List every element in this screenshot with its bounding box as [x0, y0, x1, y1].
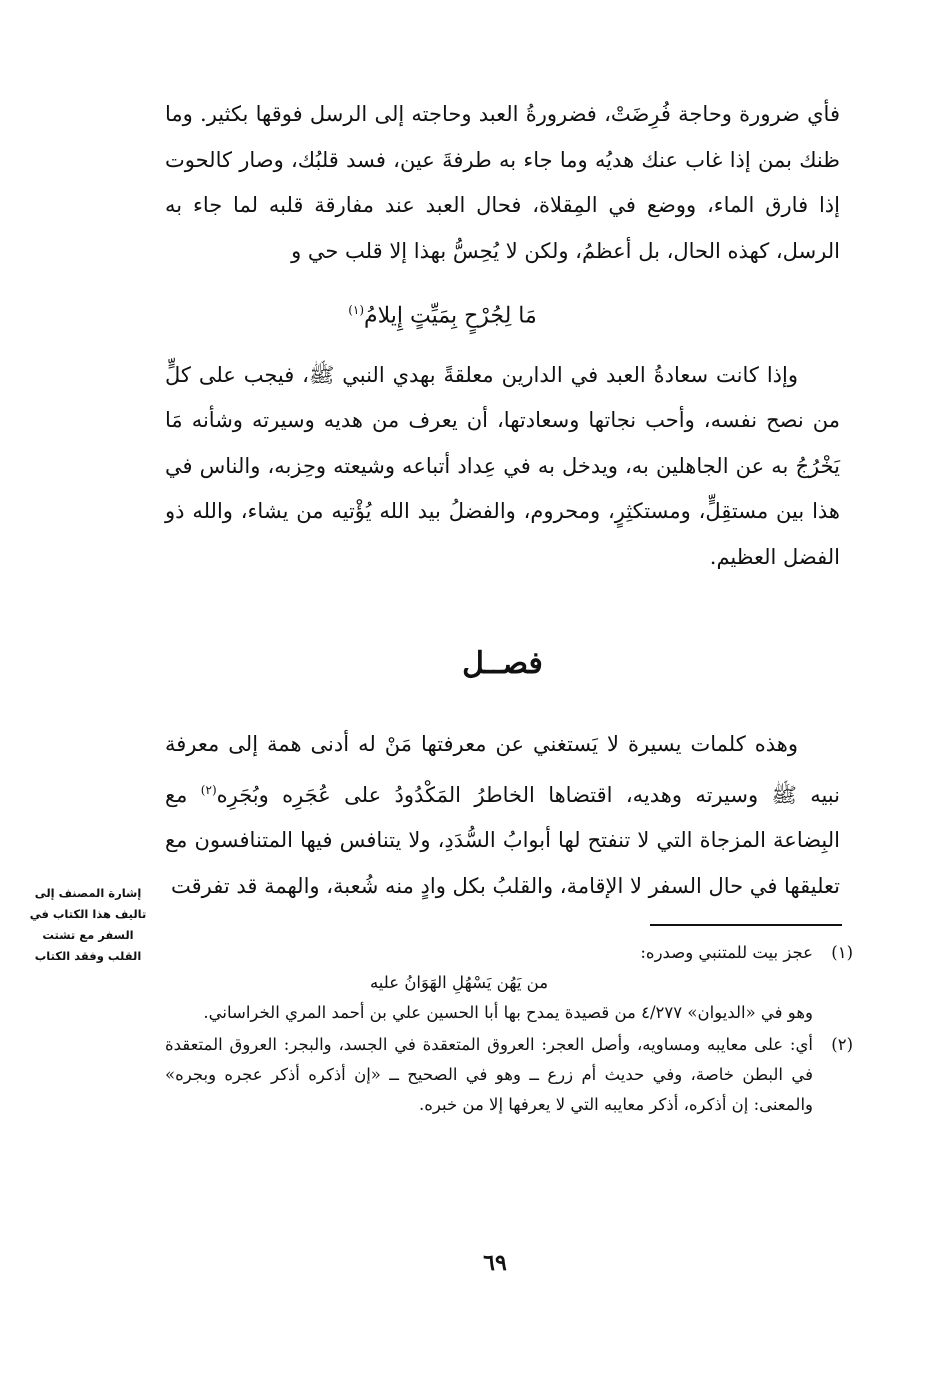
footnote-line: عجز بيت للمتنبي وصدره:: [640, 943, 813, 962]
footnotes: [165, 938, 853, 1122]
main-text: [165, 92, 840, 580]
section-heading: فصــل: [462, 646, 543, 681]
page-number: ٦٩: [483, 1250, 507, 1276]
footnote-ref-2[interactable]: (٢): [200, 782, 217, 797]
footnote-2: [165, 1030, 853, 1120]
paragraph-3: [165, 722, 840, 909]
main-text-2: [165, 722, 840, 909]
margin-note: إشارة المصنف إلى تاليف هذا الكتاب في السفر مع تشتت القلب وفقد الكتاب: [29, 886, 147, 963]
footnote-ref-1[interactable]: (١): [348, 303, 365, 317]
footnote-divider: [650, 924, 842, 926]
footnote-body: [165, 938, 813, 1028]
paragraph-3-part-1: وهذه كلمات يسيرة لا يَستغني عن معرفتها مَنْ له أدنى همة إلى معرفة نبيه ﷺ وسيرته وهديه، اقتضاها الخاطرُ المَكْدُودُ على عُجَرِه وبُجَرِه: [165, 732, 840, 807]
footnote-body: [165, 1030, 813, 1120]
footnote-line: أي: على معايبه ومساويه، وأصل العجر: العروق المتعقدة في الجسد، والبجر: العروق المتعقدة في البطن خاصة، وفي حديث أم زرع ــ وهو في الصحيح ــ «إن أذكره أذكر عجره وبجره» والمعنى: إن أذكره، أذكر معايبه التي لا يعرفها إلا من خبره.: [165, 1035, 813, 1114]
footnote-line: وهو في «الديوان» ٤/٢٧٧ من قصيدة يمدح بها أبا الحسين علي بن أحمد المري الخراساني.: [203, 1003, 813, 1022]
paragraph-3-part-2: مع البِضاعة المزجاة التي لا تنفتح لها أبوابُ السُّدَدِ، ولا يتنافس فيها المتنافسون مع تعليقها في حال السفر لا الإقامة، والقلبُ بكل وادٍ منه شُعبة، والهمة قد تفرقت: [165, 782, 840, 898]
footnote-1: [165, 938, 853, 1028]
footnote-verse: من يَهُن يَسْهُلِ الهَوَانُ عليه: [369, 973, 549, 992]
verse-line: [165, 288, 840, 339]
verse-text: مَا لِجُرْحٍ بِمَيِّتٍ إِيلامُ: [364, 303, 537, 329]
footnote-number: (٢): [831, 1035, 853, 1054]
paragraph-2: وإذا كانت سعادةُ العبد في الدارين معلقةً بهدي النبي ﷺ، فيجب على كلٍّ من نصح نفسه، وأحب نجاتها وسعادتها، أن يعرف من هديه وسيرته وشأنه مَا يَخْرُجُ به عن الجاهلين به، ويدخل به في عِداد أتباعه وشيعته وحِزبه، والناس في هذا بين مستقِلٍّ، ومستكثِرٍ، ومحروم، والفضلُ بيد الله يُؤْتيه من يشاء، والله ذو الفضل العظيم.: [165, 362, 840, 569]
paragraph-1: فأي ضرورة وحاجة فُرِضَتْ، فضرورةُ العبد وحاجته إلى الرسل فوقها بكثير. وما ظنك بمن إذا غاب عنك هديُه وما جاء به طرفةَ عين، فسد قلبُك، وصار كالحوت إذا فارق الماء، ووضع في المِقلاة، فحال العبد عند مفارقة قلبه لما جاء به الرسل، كهذه الحال، بل أعظمُ، ولكن لا يُحِسُّ بهذا إلا قلب حي و: [165, 102, 840, 263]
footnote-number: (١): [831, 943, 853, 962]
